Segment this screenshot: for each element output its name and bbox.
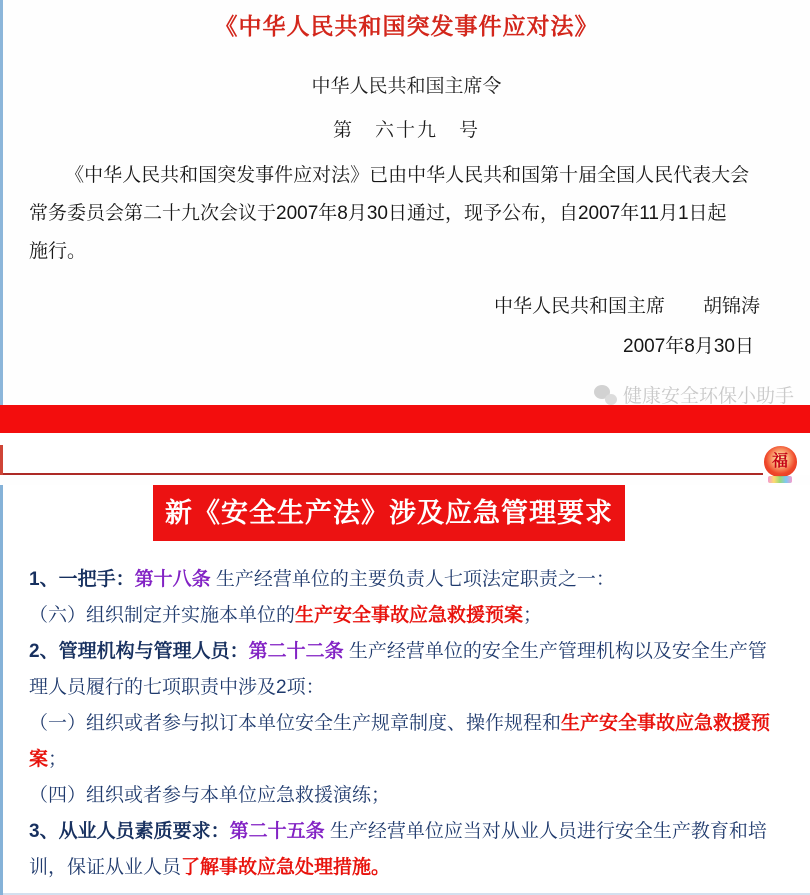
presidential-order-heading: 中华人民共和国主席令 — [311, 76, 502, 97]
text-segment: （六）组织制定并实施本单位的 — [29, 605, 296, 626]
decree-title: 《中华人民共和国突发事件应对法》 — [214, 13, 599, 39]
text-segment: 2、管理机构与管理人员： — [29, 641, 249, 662]
thin-red-line — [3, 473, 763, 475]
text-segment: 训，保证从业人员 — [29, 857, 182, 878]
requirement-line — [29, 742, 810, 778]
text-segment: ； — [523, 605, 543, 626]
requirement-line — [29, 706, 810, 742]
watermark — [594, 381, 794, 408]
watermark-label: 健康安全环保小助手 — [622, 386, 794, 407]
decree-body-line: 《中华人民共和国突发事件应对法》已由中华人民共和国第十届全国人民代表大会 — [65, 165, 750, 186]
requirement-line — [29, 850, 810, 886]
president-signature: 中华人民共和国主席 胡锦涛 — [493, 296, 760, 317]
requirement-line — [29, 562, 810, 598]
requirement-line — [29, 634, 810, 670]
order-number: 第 六十九 号 — [332, 120, 480, 141]
text-segment: 1、一把手： — [29, 569, 135, 590]
requirement-line — [29, 778, 810, 814]
text-segment: 生产经营单位的主要负责人七项法定职责之一： — [210, 569, 615, 590]
wechat-icon — [594, 384, 618, 405]
text-segment: （一）组织或者参与拟订本单位安全生产规章制度、操作规程和 — [29, 713, 562, 734]
decree-section — [0, 0, 810, 405]
text-segment: ； — [48, 749, 68, 770]
highlight-segment: 案 — [29, 749, 49, 770]
highlight-segment: 了解事故应急处理措施。 — [181, 857, 391, 878]
article-number: 第十八条 — [134, 569, 211, 590]
requirement-line — [29, 814, 810, 850]
text-segment: 理人员履行的七项职责中涉及2项： — [29, 677, 325, 698]
lantern-body: 福 — [764, 446, 797, 477]
decree-body-line: 常务委员会第二十九次会议于2007年8月30日通过，现予公布，自2007年11月1日起 — [29, 203, 727, 224]
text-segment: 生产经营单位应当对从业人员进行安全生产教育和培 — [324, 821, 767, 842]
decree-date: 2007年8月30日 — [623, 336, 754, 357]
header-strip — [0, 445, 810, 475]
highlight-segment: 生产安全事故应急救援预案 — [295, 605, 524, 626]
article-number: 第二十二条 — [248, 641, 344, 662]
requirements-text — [3, 562, 810, 886]
text-segment: （四）组织或者参与本单位应急救援演练； — [29, 785, 391, 806]
divider-gap — [0, 433, 810, 445]
text-segment: 生产经营单位的安全生产管理机构以及安全生产管 — [343, 641, 767, 662]
highlight-segment: 生产安全事故应急救援预 — [561, 713, 771, 734]
decree-body — [3, 157, 810, 271]
requirement-line — [29, 598, 810, 634]
lantern-tassels — [768, 476, 792, 483]
lantern-icon — [761, 446, 799, 483]
section-banner-title: 新《安全生产法》涉及应急管理要求 — [153, 485, 625, 541]
article-number: 第二十五条 — [229, 821, 325, 842]
red-divider-bar — [0, 405, 810, 433]
decree-body-line: 施行。 — [29, 241, 87, 262]
requirements-section — [0, 485, 810, 895]
text-segment: 3、从业人员素质要求： — [29, 821, 230, 842]
requirement-line — [29, 670, 810, 706]
